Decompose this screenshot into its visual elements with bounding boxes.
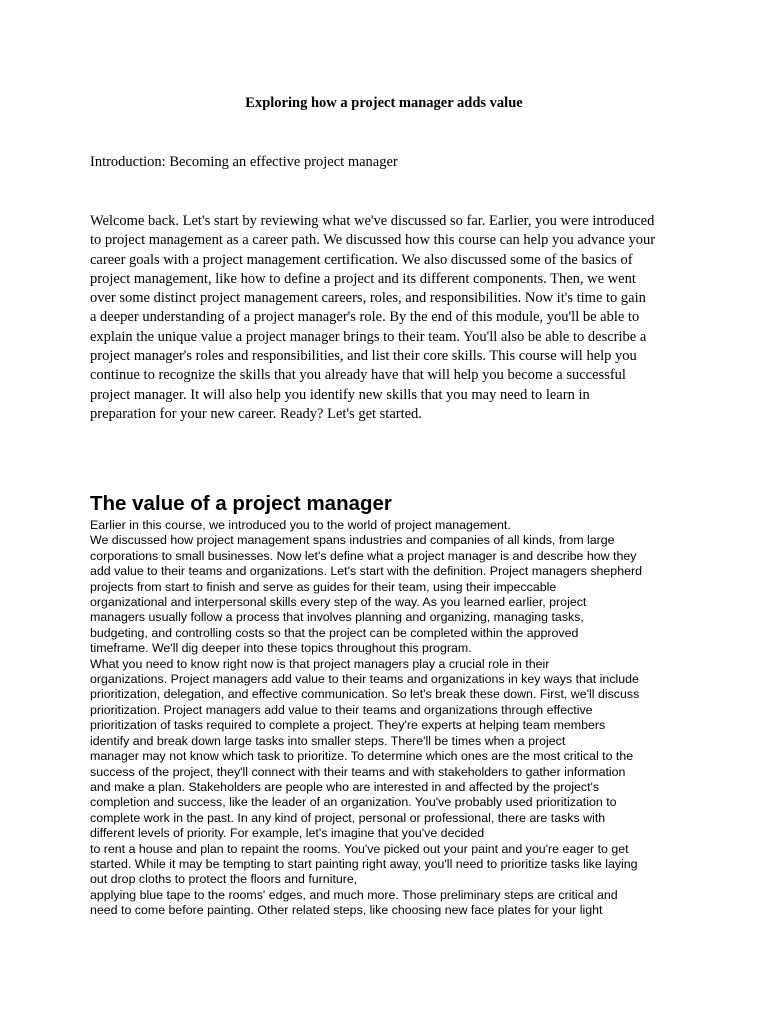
document-title: Exploring how a project manager adds value bbox=[245, 95, 523, 111]
intro-paragraph bbox=[90, 212, 690, 424]
text-line: continue to recognize the skills that you already have that will help you become a successful bbox=[90, 367, 626, 384]
text-line: projects from start to finish and serve as guides for their team, using their impeccable bbox=[90, 579, 557, 594]
text-line: career goals with a project management certification. We also discussed some of the basics of bbox=[90, 251, 633, 268]
text-line: different levels of priority. For example, let's imagine that you've decided bbox=[90, 826, 485, 841]
text-line: over some distinct project management careers, roles, and responsibilities. Now it's time to gain bbox=[90, 290, 646, 307]
text-line: preparation for your new career. Ready? Let's get started. bbox=[90, 405, 422, 422]
text-line: project manager's roles and responsibilities, and list their core skills. This course will help you bbox=[90, 348, 637, 365]
text-line: complete work in the past. In any kind of project, personal or professional, there are tasks with bbox=[90, 810, 606, 825]
text-line: What you need to know right now is that project managers play a crucial role in their bbox=[90, 656, 550, 671]
text-line: started. While it may be tempting to start painting right away, you'll need to prioritize tasks like laying bbox=[90, 856, 638, 871]
intro-heading: Introduction: Becoming an effective project manager bbox=[90, 154, 398, 170]
text-line: Earlier in this course, we introduced you to the world of project management. bbox=[90, 518, 511, 532]
text-line: prioritization, delegation, and effective communication. So let's break these down. First, we'll discuss bbox=[90, 687, 640, 702]
text-line: completion and success, like the leader of an organization. You've probably used prioritization to bbox=[90, 795, 617, 810]
text-line: organizational and interpersonal skills every step of the way. As you learned earlier, project bbox=[90, 595, 587, 610]
text-line: project manager. It will also help you identify new skills that you may need to learn in bbox=[90, 386, 590, 403]
text-line: a deeper understanding of a project manager's role. By the end of this module, you'll be able to bbox=[90, 309, 640, 326]
text-line: to project management as a career path. We discussed how this course can help you advance your bbox=[90, 232, 656, 249]
text-line: applying blue tape to the rooms' edges, and much more. Those preliminary steps are critical and bbox=[90, 887, 618, 902]
text-line: We discussed how project management spans industries and companies of all kinds, from large bbox=[90, 533, 615, 548]
text-line: organizations. Project managers add value to their teams and organizations in key ways that include bbox=[90, 672, 639, 687]
section-heading: The value of a project manager bbox=[90, 492, 392, 515]
text-line: managers usually follow a process that involves planning and organizing, managing tasks, bbox=[90, 610, 584, 625]
text-line: budgeting, and controlling costs so that the project can be completed within the approved bbox=[90, 625, 579, 640]
text-line: timeframe. We'll dig deeper into these topics throughout this program. bbox=[90, 641, 472, 656]
section-paragraph bbox=[90, 518, 690, 919]
text-line: identify and break down large tasks into smaller steps. There'll be times when a project bbox=[90, 733, 566, 748]
text-line: corporations to small businesses. Now let's define what a project manager is and describe how they bbox=[90, 548, 637, 563]
text-line: out drop cloths to protect the floors and furniture, bbox=[90, 872, 358, 887]
text-line: to rent a house and plan to repaint the rooms. You've picked out your paint and you're eager to get bbox=[90, 841, 629, 856]
text-line: prioritization. Project managers add value to their teams and organizations through effective bbox=[90, 702, 593, 717]
text-line: need to come before painting. Other related steps, like choosing new face plates for your light bbox=[90, 903, 603, 918]
text-line: manager may not know which task to prioritize. To determine which ones are the most critical to the bbox=[90, 749, 634, 764]
text-line: success of the project, they'll connect with their teams and with stakeholders to gather information bbox=[90, 764, 626, 779]
text-line: prioritization of tasks required to complete a project. They're experts at helping team members bbox=[90, 718, 606, 733]
text-line: Welcome back. Let's start by reviewing what we've discussed so far. Earlier, you were introduced bbox=[90, 213, 655, 229]
text-line: project management, like how to define a project and its different components. Then, we went bbox=[90, 270, 636, 287]
text-line: and make a plan. Stakeholders are people who are interested in and affected by the project's bbox=[90, 779, 600, 794]
text-line: explain the unique value a project manager brings to their team. You'll also be able to describe a bbox=[90, 328, 647, 345]
text-line: add value to their teams and organizations. Let's start with the definition. Project managers shepherd bbox=[90, 564, 643, 579]
